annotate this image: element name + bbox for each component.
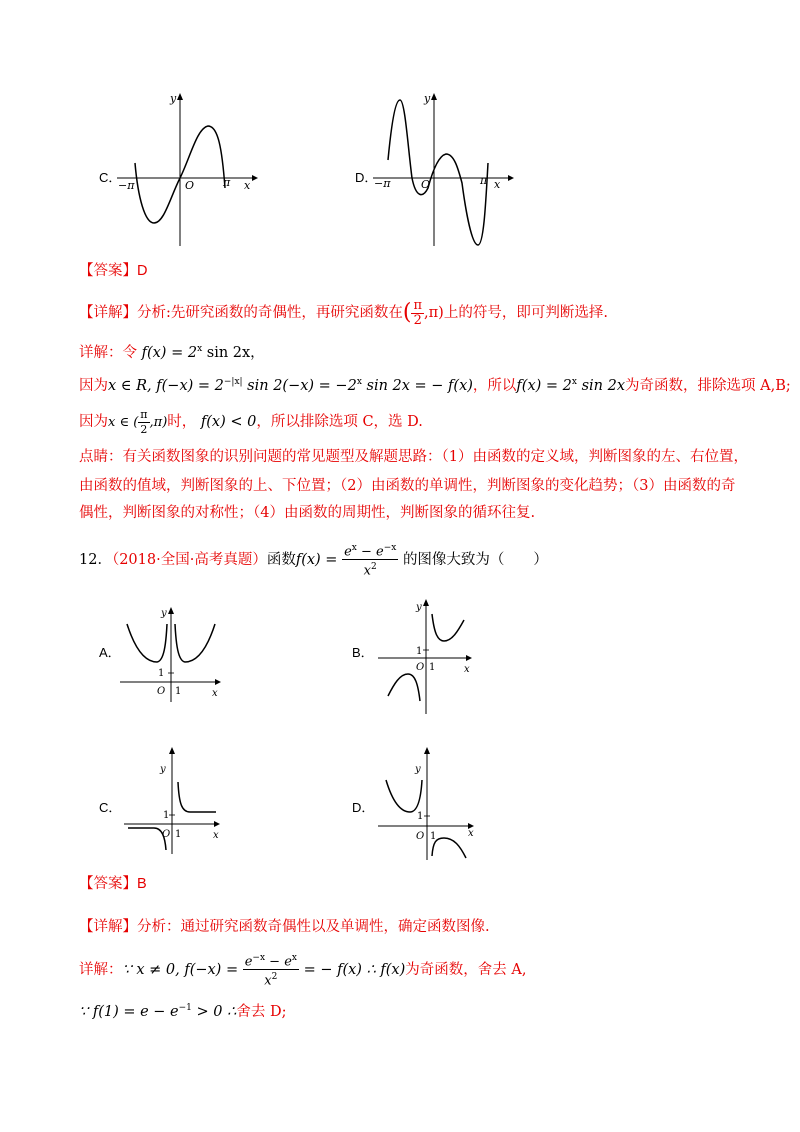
svg-text:O: O bbox=[162, 829, 171, 840]
svg-text:y: y bbox=[160, 764, 166, 775]
svg-text:y: y bbox=[161, 608, 167, 619]
svg-text:O: O bbox=[157, 686, 166, 697]
svg-text:y: y bbox=[416, 602, 422, 613]
q12-option-c-label: C． bbox=[99, 800, 122, 815]
interval-tail: ,π) bbox=[424, 305, 444, 321]
curve-d-right bbox=[432, 838, 466, 858]
q11-remark-2: 由函数的值域，判断图象的上、下位置；（2）由函数的单调性，判断图象的变化趋势；（3）由函数的奇 bbox=[79, 478, 736, 494]
x-label: x bbox=[494, 178, 501, 191]
answer-value: D bbox=[137, 263, 148, 279]
svg-text:1: 1 bbox=[163, 810, 170, 821]
svg-text:1: 1 bbox=[417, 811, 424, 822]
curve-b-left bbox=[388, 674, 420, 701]
q12-option-d-label: D． bbox=[352, 800, 375, 815]
graph-option-d bbox=[368, 88, 518, 248]
pi-label: π bbox=[480, 174, 488, 187]
y-axis-arrow bbox=[431, 93, 437, 100]
curve-b-right bbox=[432, 614, 464, 641]
svg-text:x: x bbox=[464, 664, 470, 675]
q12-answer: 【答案】B bbox=[79, 876, 147, 892]
curve-d bbox=[388, 100, 488, 245]
solve-def: f(x) = 2 bbox=[141, 344, 198, 361]
svg-text:x: x bbox=[212, 688, 218, 699]
neg-pi-label: −π bbox=[374, 177, 391, 190]
x-label: x bbox=[244, 179, 251, 192]
q12-option-a-label: A． bbox=[99, 645, 121, 660]
q11-remark-3: 偶性，判断图象的对称性；（4）由函数的周期性，判断图象的循环往复. bbox=[79, 505, 536, 521]
detail-text-2: 上的符号，即可判断选择. bbox=[443, 305, 608, 321]
svg-text:O: O bbox=[416, 662, 425, 673]
svg-text:1: 1 bbox=[175, 686, 182, 697]
q12-last-line: ∵ $f(1) = e - e^{-1} > 0$ ∴舍去 D; bbox=[79, 1003, 287, 1020]
svg-text:O: O bbox=[416, 831, 425, 842]
neg-pi-label: −π bbox=[118, 179, 135, 192]
q11-remark-1: 点睛：有关函数图象的识别问题的常见题型及解题思路：（1）由函数的定义域，判断图象的左、右位置， bbox=[79, 449, 748, 465]
svg-text:1: 1 bbox=[416, 646, 423, 657]
q12-solve-fraction: $\frac{e^{-x} - e^x}{x^2}$ bbox=[244, 953, 297, 989]
x-axis-arrow bbox=[508, 175, 514, 181]
q11-solve-line: 详解：令 $f(x) = 2^x$ sin 2x， bbox=[79, 344, 265, 361]
curve-a-left bbox=[127, 624, 167, 662]
q11-because-2: 因为x ∈ ( $\frac{\pi}{2}$ ,π)时， f(x) < 0，所以排除选项 C，选 D. bbox=[79, 407, 423, 436]
q12-detail: 【详解】分析：通过研究函数奇偶性以及单调性，确定函数图像. bbox=[79, 919, 490, 935]
answer-label: 【答案】 bbox=[79, 263, 137, 279]
q11-detail: 【详解】分析:先研究函数的奇偶性，再研究函数在( $\frac{\pi}{2}$ ,π)上的符号，即可判断选择. bbox=[79, 297, 608, 328]
curve-d-left bbox=[386, 780, 422, 812]
option-d-label: D． bbox=[355, 170, 378, 185]
origin-label: O bbox=[421, 178, 431, 191]
svg-text:1: 1 bbox=[175, 829, 182, 840]
q12-graph-b bbox=[372, 596, 482, 716]
q11-because-1: 因为x ∈ R, $f(-x) = 2^{-|x|}$ $\sin 2(-x) = -2^x$ sin 2x = − f(x)，所以$f(x) = 2^x$ sin 2x为奇函数，排除选项 A,B; bbox=[79, 377, 791, 394]
q12-graph-c bbox=[118, 742, 228, 857]
svg-text:x: x bbox=[213, 830, 219, 841]
y-label: y bbox=[424, 92, 431, 105]
curve-c-right bbox=[178, 782, 216, 812]
option-c-label: C． bbox=[99, 170, 122, 185]
q12-solve-line: 详解：∵ x ≠ 0, f(−x) = $\frac{e^{-x} - e^x}{x^2}$ = − f(x) ∴ f(x)为奇函数，舍去 A, bbox=[79, 953, 527, 989]
q12-stem: 12．（2018·全国·高考真题）函数f(x) = $\frac{e^x - e^{-x}}{x^2}$ 的图像大致为（ ） bbox=[79, 543, 548, 579]
answer-value: B bbox=[137, 876, 147, 892]
q12-function-fraction: $\frac{e^x - e^{-x}}{x^2}$ bbox=[344, 543, 397, 579]
detail-label: 【详解】 bbox=[79, 305, 137, 321]
detail-text-1: 分析:先研究函数的奇偶性，再研究函数在 bbox=[137, 305, 403, 321]
q12-source: （2018·全国·高考真题） bbox=[111, 551, 267, 568]
interval-fraction: $\frac{\pi}{2}$ bbox=[413, 297, 423, 328]
q11-answer bbox=[79, 261, 147, 281]
y-label: y bbox=[170, 92, 177, 105]
solve-prefix: 详解：令 bbox=[79, 344, 137, 361]
q12-number: 12． bbox=[79, 551, 112, 568]
x-axis-arrow bbox=[252, 175, 258, 181]
q12-graph-d bbox=[372, 742, 487, 862]
y-axis-arrow bbox=[177, 93, 183, 100]
curve-a-right bbox=[175, 624, 215, 662]
svg-text:1: 1 bbox=[429, 662, 436, 673]
curve-c-left bbox=[128, 828, 166, 850]
svg-text:y: y bbox=[415, 764, 421, 775]
svg-text:1: 1 bbox=[430, 831, 437, 842]
pi-label: π bbox=[223, 176, 231, 189]
solve-def-tail: sin 2x， bbox=[206, 344, 265, 361]
q12-graph-a bbox=[115, 604, 230, 704]
origin-label: O bbox=[185, 179, 195, 192]
svg-text:x: x bbox=[468, 828, 474, 839]
graph-option-c bbox=[112, 88, 262, 248]
svg-text:1: 1 bbox=[158, 668, 165, 679]
q12-option-b-label: B． bbox=[352, 645, 374, 660]
